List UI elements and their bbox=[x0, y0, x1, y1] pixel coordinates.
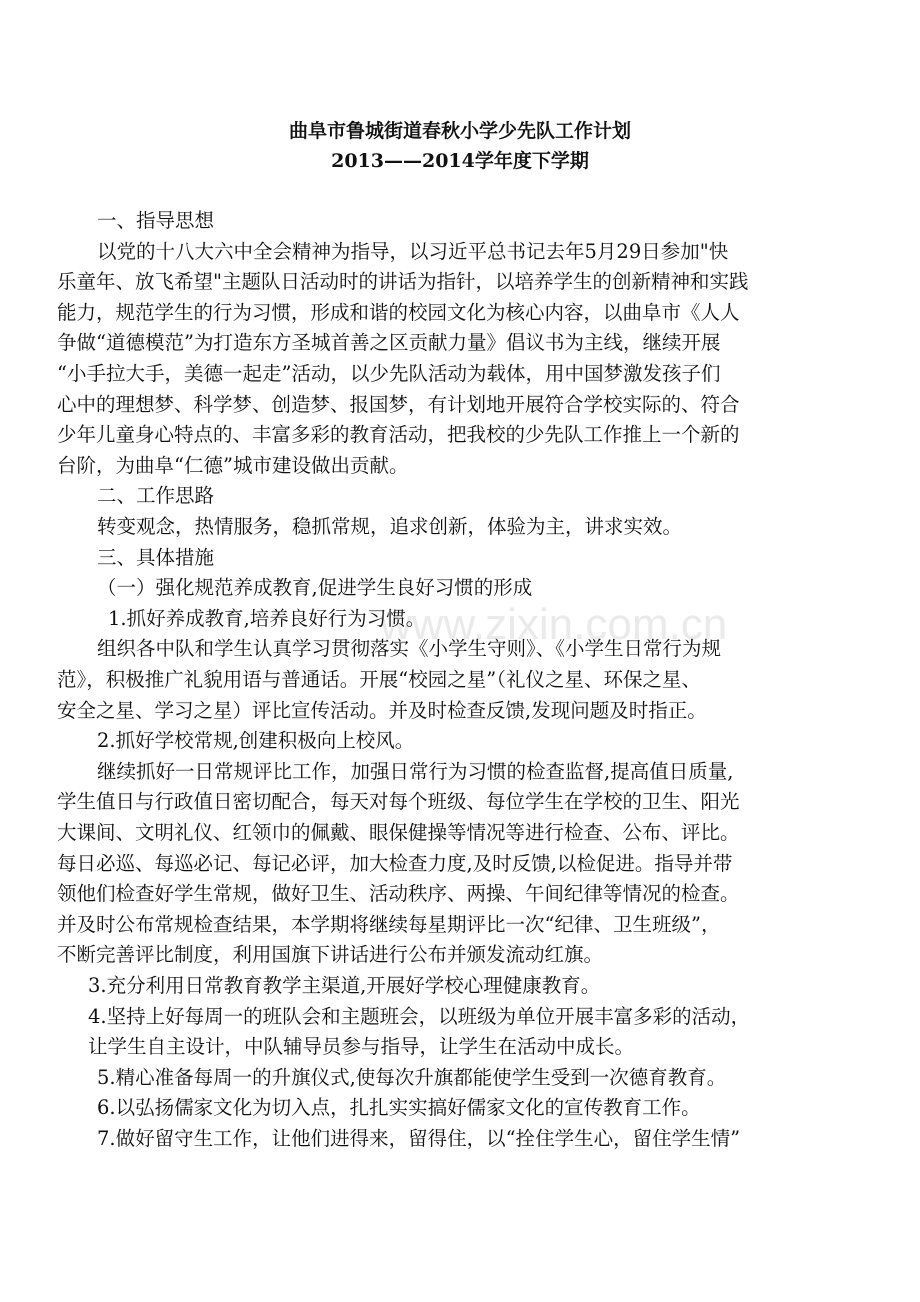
body-line: 领他们检查好学生常规，做好卫生、活动秩序、两操、午间纪律等情况的检查。 bbox=[57, 882, 740, 905]
body-line: 7.做好留守生工作，让他们进得来，留得住，以“拴住学生心，留住学生情” bbox=[97, 1127, 741, 1150]
body-line: 台阶，为曲阜“仁德”城市建设做出贡献。 bbox=[57, 454, 409, 477]
body-line: 乐童年、放飞希望"主题队日活动时的讲话为指针，以培养学生的创新精神和实践 bbox=[57, 270, 749, 293]
body-line: 转变观念，热情服务，稳抓常规，追求创新，体验为主，讲求实效。 bbox=[97, 515, 683, 538]
body-line: 3.充分利用日常教育教学主渠道,开展好学校心理健康教育。 bbox=[88, 974, 601, 997]
body-line: 6.以弘扬儒家文化为切入点，扎扎实实搞好儒家文化的宣传教育工作。 bbox=[97, 1096, 701, 1119]
body-line: 并及时公布常规检查结果，本学期将继续每星期评比一次“纪律、卫生班级”， bbox=[57, 913, 721, 936]
body-line: 让学生自主设计，中队辅导员参与指导，让学生在活动中成长。 bbox=[88, 1035, 635, 1058]
body-line: （一）强化规范养成教育,促进学生良好习惯的形成 bbox=[97, 576, 533, 599]
body-line: 5.精心准备每周一的升旗仪式,使每次升旗都能使学生受到一次德育教育。 bbox=[97, 1066, 727, 1089]
body-line: 少年儿童身心特点的、丰富多彩的教育活动，把我校的少先队工作推上一个新的 bbox=[57, 423, 740, 446]
body-line: 安全之星、学习之星）评比宣传活动。并及时检查反馈,发现问题及时指正。 bbox=[57, 699, 707, 722]
body-line: 学生值日与行政值日密切配合，每天对每个班级、每位学生在学校的卫生、阳光 bbox=[57, 790, 740, 813]
body-line: 以党的十八大六中全会精神为指导，以习近平总书记去年5月29日参加"快 bbox=[97, 240, 729, 263]
body-line: 4.坚持上好每周一的班队会和主题班会，以班级为单位开展丰富多彩的活动， bbox=[88, 1005, 751, 1028]
body-line: 1.抓好养成教育,培养良好行为习惯。 bbox=[108, 607, 426, 630]
body-line: 每日必巡、每巡必记、每记必评，加大检查力度,及时反馈,以检促进。指导并带 bbox=[57, 852, 733, 875]
body-line: “小手拉大手，美德一起走”活动，以少先队活动为载体，用中国梦激发孩子们 bbox=[57, 362, 721, 385]
body-line: 心中的理想梦、科学梦、创造梦、报国梦，有计划地开展符合学校实际的、符合 bbox=[57, 393, 740, 416]
watermark: www.zixin.com.cn bbox=[380, 600, 728, 649]
body-line: 组织各中队和学生认真学习贯彻落实《小学生守则》、《小学生日常行为规 bbox=[97, 637, 722, 660]
body-line: 二、工作思路 bbox=[97, 484, 215, 507]
title-line-subtitle: 2013——2014学年度下学期 bbox=[331, 150, 589, 172]
title-line-main: 曲阜市鲁城街道春秋小学少先队工作计划 bbox=[288, 120, 631, 142]
body-line: 2.抓好学校常规,创建积极向上校风。 bbox=[97, 729, 415, 752]
body-line: 争做“道德模范”为打造东方圣城首善之区贡献力量》倡议书为主线，继续开展 bbox=[57, 331, 721, 354]
body-line: 范》，积极推广礼貌用语与普通话。开展“校园之星”（礼仪之星、环保之星、 bbox=[57, 668, 701, 691]
body-line: 不断完善评比制度，利用国旗下讲话进行公布并颁发流动红旗。 bbox=[57, 943, 604, 966]
body-line: 三、具体措施 bbox=[97, 546, 215, 569]
body-line: 一、指导思想 bbox=[97, 209, 215, 232]
body-line: 大课间、文明礼仪、红领巾的佩戴、眼保健操等情况等进行检查、公布、评比。 bbox=[57, 821, 740, 844]
body-line: 继续抓好一日常规评比工作，加强日常行为习惯的检查监督,提高值日质量, bbox=[97, 760, 734, 783]
body-line: 能力，规范学生的行为习惯，形成和谐的校园文化为核心内容，以曲阜市《人人 bbox=[57, 301, 740, 324]
